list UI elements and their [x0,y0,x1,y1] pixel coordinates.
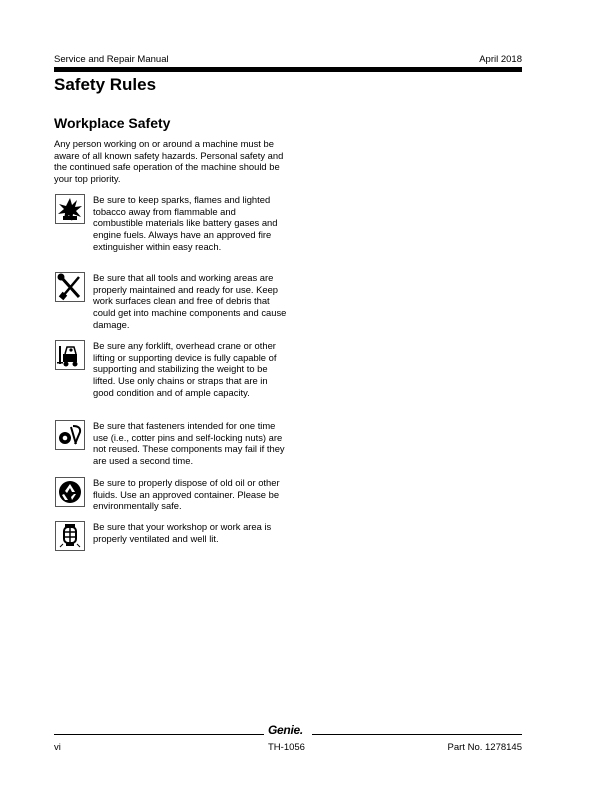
lamp-icon [55,521,85,551]
explosion-icon [55,194,85,224]
header-manual-title: Service and Repair Manual [54,54,169,65]
tools-icon [55,272,85,302]
rule-text-tools: Be sure that all tools and working areas are properly maintained and ready for use. Keep work surfaces clean and free of debris that could get into machine components and cause damage. [93,272,287,330]
fastener-icon [55,420,85,450]
forklift-icon [55,340,85,370]
footer-part-number: Part No. 1278145 [447,742,522,753]
rule-text-lifting: Be sure any forklift, overhead crane or other lifting or supporting device is fully capable of supporting and stabilizing the weight to be lifted. Use only chains or straps that are in good condition and of ample capacity. [93,340,277,398]
page-title: Safety Rules [54,75,157,94]
header-date: April 2018 [479,54,522,65]
footer-rule-left [54,734,264,735]
header-rule [54,67,522,72]
section-intro: Any person working on or around a machine must be aware of all known safety hazards. Personal safety and the continued safe operation of the machine should be your top priority. [54,138,284,185]
section-heading: Workplace Safety [54,115,171,131]
footer-doc-code: TH-1056 [268,742,305,753]
recycle-icon [55,477,85,507]
rule-text-fasteners: Be sure that fasteners intended for one time use (i.e., cotter pins and self-locking nuts) are not reused. These components may fail if they are used a second time. [93,420,285,467]
footer-page-number: vi [54,742,61,753]
rule-text-ventilation: Be sure that your workshop or work area is properly ventilated and well lit. [93,521,272,544]
footer-rule-right [312,734,522,735]
rule-text-disposal: Be sure to properly dispose of old oil or other fluids. Use an approved container. Please be environmentally safe. [93,477,280,512]
genie-logo: Genie. [268,723,303,737]
rule-text-flammables: Be sure to keep sparks, flames and lighted tobacco away from flammable and combustible materials like battery gases and engine fuels. Always have an approved fire extinguisher within easy reach. [93,194,278,252]
